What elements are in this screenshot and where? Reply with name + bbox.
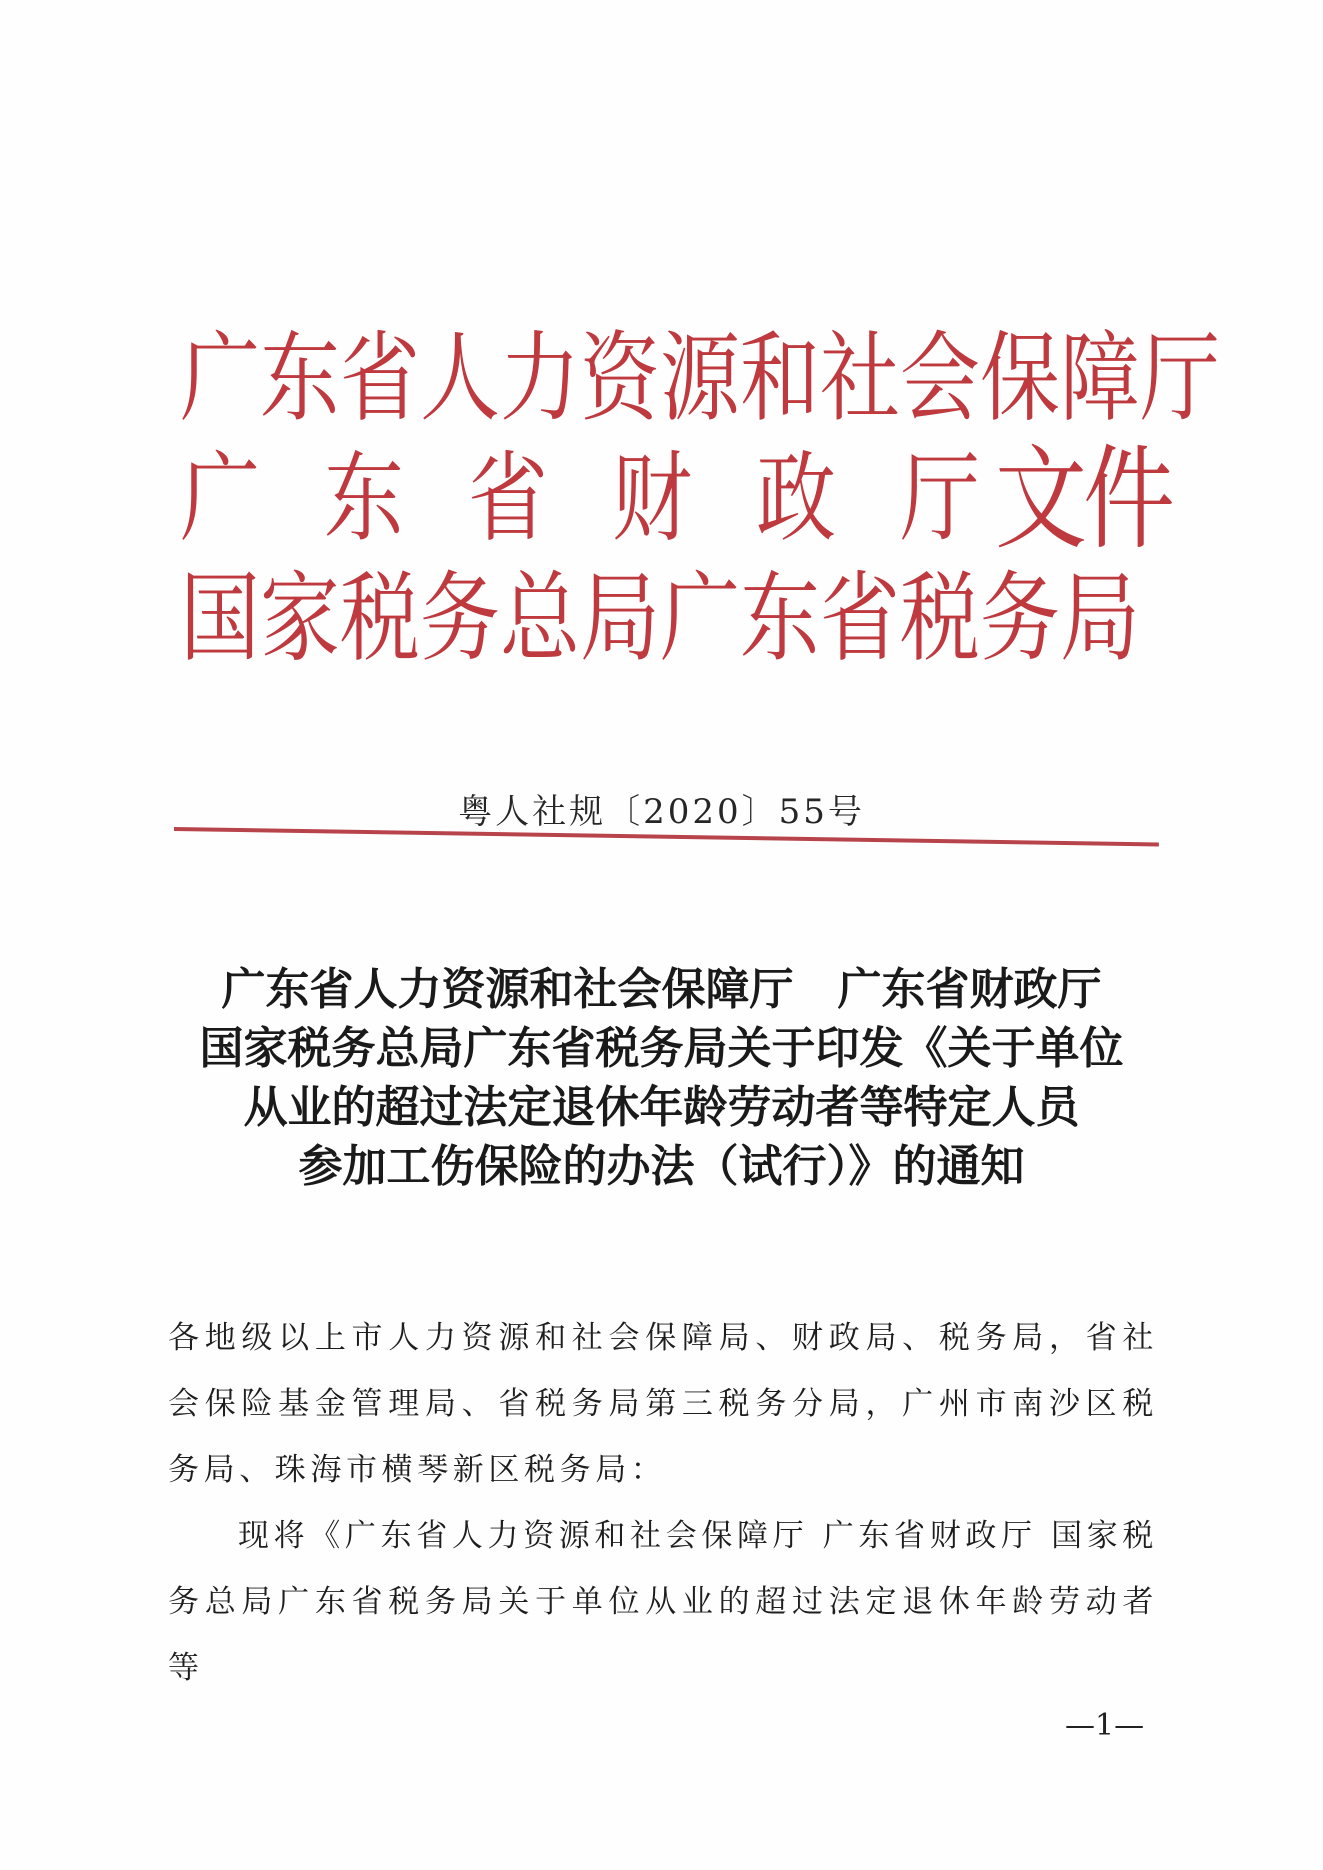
document-number: 粤人社规〔2020〕55号 — [458, 792, 865, 832]
page-number: —1— — [1065, 1708, 1145, 1743]
issuer-char: 省 — [468, 441, 548, 556]
title-line: 参加工伤保险的办法（试行）》的通知 — [298, 1141, 1025, 1192]
addressee-paragraph: 各地级以上市人力资源和社会保障局、财政局、税务局，省社会保险基金管理局、省税务局第三税务分局，广州市南沙区税务局、珠海市横琴新区税务局： — [168, 1320, 1158, 1488]
title-line: 国家税务总局广东省税务局关于印发《关于单位 — [199, 1023, 1124, 1074]
issuer-char: 财 — [612, 441, 692, 556]
issuer-line-hrss: 广东省人力资源和社会保障厅 — [180, 321, 1220, 436]
issuer-char: 东 — [324, 441, 404, 556]
title-line: 从业的超过法定退休年龄劳动者等特定人员 — [243, 1082, 1080, 1133]
issuer-line-tax: 国家税务总局广东省税务局 — [180, 561, 1140, 676]
body-paragraph: 现将《广东省人力资源和社会保障厅 广东省财政厅 国家税务总局广东省税务局关于单位从业的超过法定退休年龄劳动者等 — [168, 1518, 1158, 1686]
issuer-char: 政 — [756, 441, 836, 556]
document-suffix: 文件 — [995, 434, 1172, 565]
issuer-char: 广 — [180, 441, 260, 556]
title-line: 广东省人力资源和社会保障厅 广东省财政厅 — [221, 964, 1102, 1015]
document-body — [168, 1305, 1158, 1701]
issuer-char: 厅 — [900, 441, 980, 556]
document-title — [0, 960, 1323, 1196]
issuer-line-finance — [180, 420, 1172, 565]
